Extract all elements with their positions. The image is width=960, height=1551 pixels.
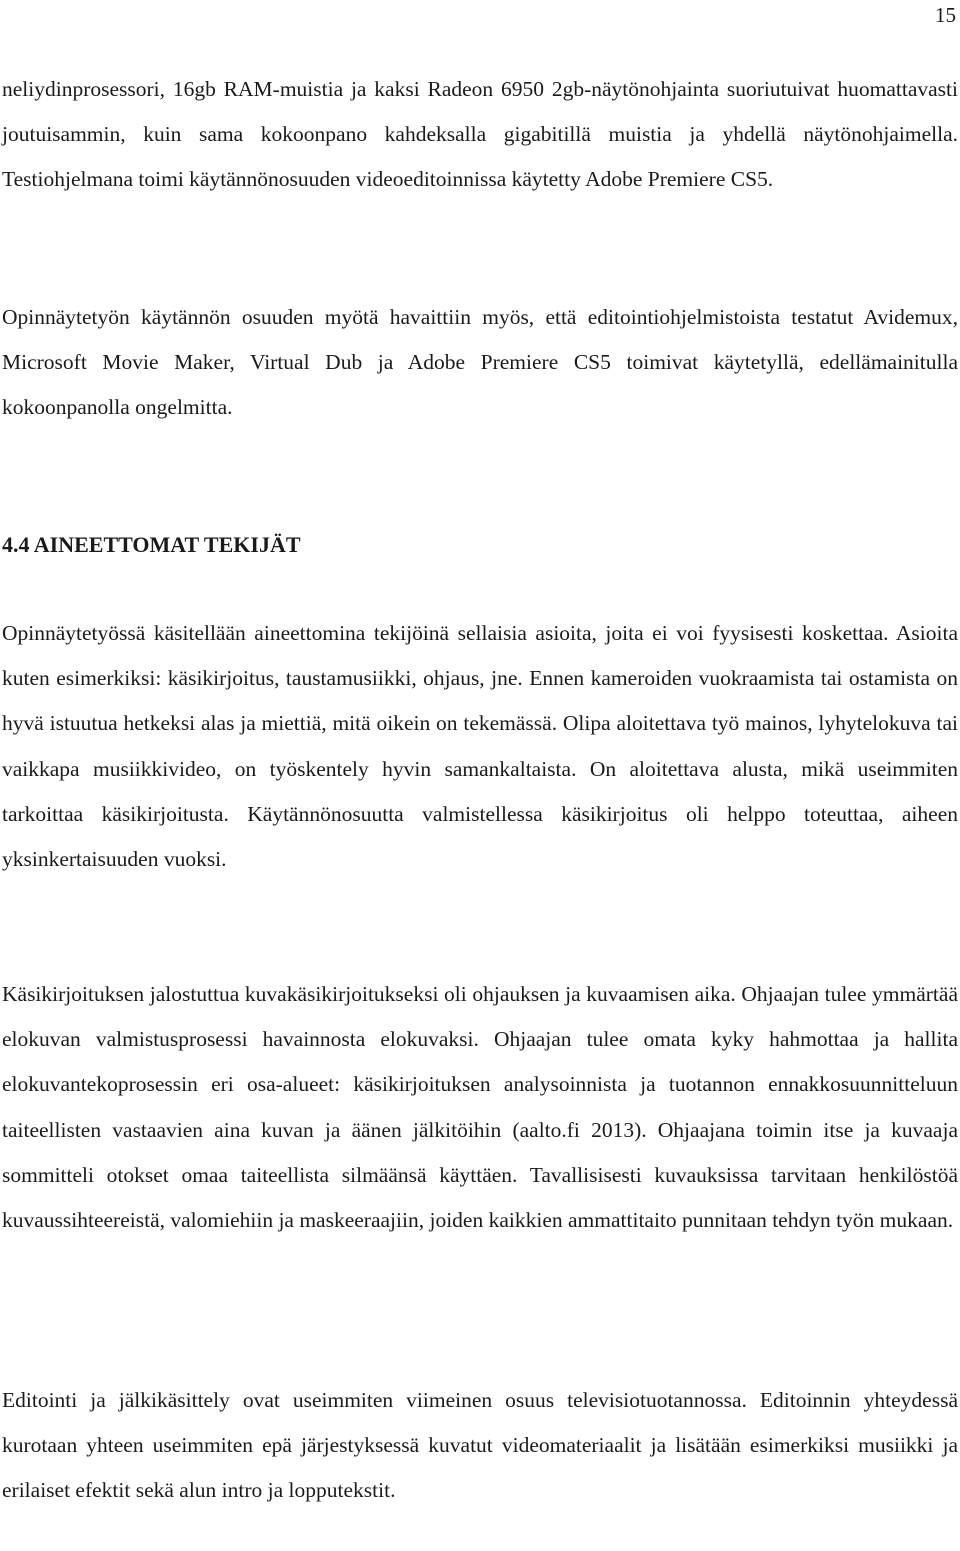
paragraph-intangible-factors: Opinnäytetyössä käsitellään aineettomina tekijöinä sellaisia asioita, joita ei voi fyysisesti koskettaa. Asioita kuten esimerkiksi: käsikirjoitus, taustamusiikki, ohjaus, jne. Ennen kameroiden vuokraamista tai ostamista on hyvä istuutua hetkeksi alas ja miettiä, mitä oikein on tekemässä. Olipa aloitettava työ mainos, lyhytelokuva tai vaikkapa musiikkivideo, on työskentely hyvin samankaltaista. On aloitettava alusta, mikä useimmiten tarkoittaa käsikirjoitusta. Käytännönosuutta valmistellessa käsikirjoitus oli helppo toteuttaa, aiheen yksinkertaisuuden vuoksi. <box>2 621 958 872</box>
paragraph-directing: Käsikirjoituksen jalostuttua kuvakäsikirjoitukseksi oli ohjauksen ja kuvaamisen aika. Ohjaajan tulee ymmärtää elokuvan valmistusprosessi havainnosta elokuvaksi. Ohjaajan tulee omata kyky hahmottaa ja hallita elokuvantekoprosessin eri osa-alueet: käsikirjoituksen analysoinnista ja tuotannon ennakkosuunnitteluun taiteellisten vastaavien aina kuvan ja äänen jälkitöihin (aalto.fi 2013). Ohjaajana toimin itse ja kuvaaja sommitteli otokset omaa taiteellista silmäänsä käyttäen. Tavallisisesti kuvauksissa tarvitaan henkilöstöä kuvaussihteereistä, valomiehiin ja maskeeraajiin, joiden kaikkien ammattitaito punnitaan tehdyn työn mukaan. <box>2 982 958 1233</box>
paragraph-editing-software: Opinnäytetyön käytännön osuuden myötä havaittiin myös, että editointiohjelmistoista testatut Avidemux, Microsoft Movie Maker, Virtual Dub ja Adobe Premiere CS5 toimivat käytetyllä, edellämainitulla kokoonpanolla ongelmitta. <box>2 305 958 420</box>
paragraph-editing-postproduction: Editointi ja jälkikäsittely ovat useimmiten viimeinen osuus televisiotuotannossa. Editoinnin yhteydessä kurotaan yhteen useimmiten epä järjestyksessä kuvatut videomateriaalit ja lisätään esimerkiksi musiikki ja erilaiset efektit sekä alun intro ja lopputekstit. <box>2 1388 958 1503</box>
page-number: 15 <box>935 3 956 27</box>
paragraph-hardware-results: neliydinprosessori, 16gb RAM-muistia ja kaksi Radeon 6950 2gb-näytönohjainta suoriutuivat huomattavasti joutuisammin, kuin sama kokoonpano kahdeksalla gigabitillä muistia ja yhdellä näytönohjaimella. Testiohjelmana toimi käytännönosuuden videoeditoinnissa käytetty Adobe Premiere CS5. <box>2 77 958 192</box>
section-heading: 4.4 AINEETTOMAT TEKIJÄT <box>2 532 301 557</box>
